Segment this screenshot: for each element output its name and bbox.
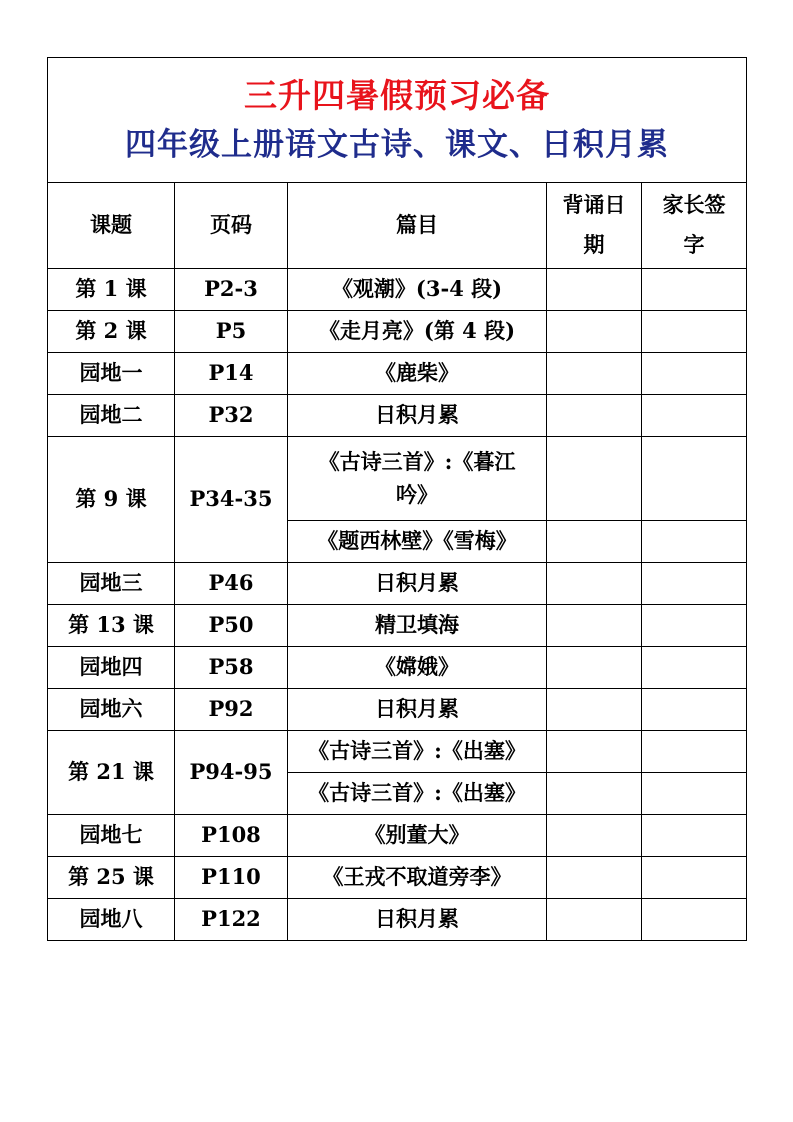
date-cell[interactable] xyxy=(547,437,642,521)
sign-cell[interactable] xyxy=(642,605,747,647)
date-cell[interactable] xyxy=(547,815,642,857)
page-cell: P92 xyxy=(175,689,288,731)
date-cell[interactable] xyxy=(547,311,642,353)
table-row xyxy=(48,353,747,395)
lesson-cell: 第 13 课 xyxy=(48,605,175,647)
piece-cell: 日积月累 xyxy=(288,899,547,941)
lesson-cell: 园地一 xyxy=(48,353,175,395)
lesson-cell: 第 1 课 xyxy=(48,269,175,311)
table-row xyxy=(48,395,747,437)
table-row xyxy=(48,437,747,521)
page-cell: P14 xyxy=(175,353,288,395)
sign-cell[interactable] xyxy=(642,311,747,353)
piece-cell: 《嫦娥》 xyxy=(288,647,547,689)
piece-cell: 日积月累 xyxy=(288,395,547,437)
col-header-lesson: 课题 xyxy=(48,183,175,269)
page-cell: P34-35 xyxy=(175,437,288,563)
col-header-sign xyxy=(642,183,747,269)
date-cell[interactable] xyxy=(547,899,642,941)
page-cell: P46 xyxy=(175,563,288,605)
sign-cell[interactable] xyxy=(642,395,747,437)
piece-cell: 《别董大》 xyxy=(288,815,547,857)
table-row xyxy=(48,689,747,731)
page-cell: P2-3 xyxy=(175,269,288,311)
piece-cell: 日积月累 xyxy=(288,563,547,605)
date-cell[interactable] xyxy=(547,689,642,731)
page-cell: P58 xyxy=(175,647,288,689)
piece-cell: 精卫填海 xyxy=(288,605,547,647)
lesson-cell: 园地六 xyxy=(48,689,175,731)
lesson-cell: 第 25 课 xyxy=(48,857,175,899)
sign-cell[interactable] xyxy=(642,521,747,563)
date-cell[interactable] xyxy=(547,731,642,773)
table-row xyxy=(48,605,747,647)
lesson-cell: 第 2 课 xyxy=(48,311,175,353)
lesson-cell: 园地三 xyxy=(48,563,175,605)
worksheet xyxy=(47,57,746,941)
table-row xyxy=(48,563,747,605)
col-header-page: 页码 xyxy=(175,183,288,269)
col-header-sign-line2: 字 xyxy=(683,231,705,257)
piece-cell xyxy=(288,437,547,521)
page-cell: P122 xyxy=(175,899,288,941)
sign-cell[interactable] xyxy=(642,353,747,395)
page-cell: P32 xyxy=(175,395,288,437)
date-cell[interactable] xyxy=(547,857,642,899)
col-header-date-line2: 期 xyxy=(583,231,605,257)
page-cell: P5 xyxy=(175,311,288,353)
title-block xyxy=(48,58,747,183)
piece-line2: 吟》 xyxy=(396,481,438,507)
sign-cell[interactable] xyxy=(642,899,747,941)
piece-cell: 《观潮》(3-4 段) xyxy=(288,269,547,311)
date-cell[interactable] xyxy=(547,563,642,605)
col-header-piece: 篇目 xyxy=(288,183,547,269)
page-cell: P94-95 xyxy=(175,731,288,815)
piece-cell: 《古诗三首》:《出塞》 xyxy=(288,731,547,773)
table-row xyxy=(48,311,747,353)
page-title: 三升四暑假预习必备 xyxy=(244,75,550,115)
col-header-date xyxy=(547,183,642,269)
table-row xyxy=(48,815,747,857)
lesson-cell: 园地七 xyxy=(48,815,175,857)
table-row xyxy=(48,731,747,773)
col-header-sign-line1: 家长签 xyxy=(662,192,726,217)
lesson-cell: 园地二 xyxy=(48,395,175,437)
table-row xyxy=(48,857,747,899)
piece-cell: 日积月累 xyxy=(288,689,547,731)
piece-cell: 《王戎不取道旁李》 xyxy=(288,857,547,899)
table-row xyxy=(48,269,747,311)
sign-cell[interactable] xyxy=(642,647,747,689)
date-cell[interactable] xyxy=(547,647,642,689)
page-cell: P108 xyxy=(175,815,288,857)
piece-cell: 《题西林壁》《雪梅》 xyxy=(288,521,547,563)
piece-cell: 《鹿柴》 xyxy=(288,353,547,395)
table-row xyxy=(48,899,747,941)
piece-cell: 《走月亮》(第 4 段) xyxy=(288,311,547,353)
col-header-date-line1: 背诵日 xyxy=(562,192,626,217)
sign-cell[interactable] xyxy=(642,857,747,899)
date-cell[interactable] xyxy=(547,353,642,395)
piece-line1: 《古诗三首》:《暮江 xyxy=(318,448,516,474)
date-cell[interactable] xyxy=(547,269,642,311)
schedule-table xyxy=(47,57,747,941)
page-cell: P50 xyxy=(175,605,288,647)
table-row xyxy=(48,647,747,689)
sign-cell[interactable] xyxy=(642,773,747,815)
lesson-cell: 第 9 课 xyxy=(48,437,175,563)
piece-cell: 《古诗三首》:《出塞》 xyxy=(288,773,547,815)
sign-cell[interactable] xyxy=(642,269,747,311)
header-row xyxy=(48,183,747,269)
date-cell[interactable] xyxy=(547,395,642,437)
page-subtitle: 四年级上册语文古诗、课文、日积月累 xyxy=(125,126,669,163)
page-cell: P110 xyxy=(175,857,288,899)
sign-cell[interactable] xyxy=(642,689,747,731)
sign-cell[interactable] xyxy=(642,815,747,857)
date-cell[interactable] xyxy=(547,773,642,815)
sign-cell[interactable] xyxy=(642,437,747,521)
date-cell[interactable] xyxy=(547,605,642,647)
lesson-cell: 园地八 xyxy=(48,899,175,941)
sign-cell[interactable] xyxy=(642,731,747,773)
lesson-cell: 园地四 xyxy=(48,647,175,689)
sign-cell[interactable] xyxy=(642,563,747,605)
date-cell[interactable] xyxy=(547,521,642,563)
lesson-cell: 第 21 课 xyxy=(48,731,175,815)
